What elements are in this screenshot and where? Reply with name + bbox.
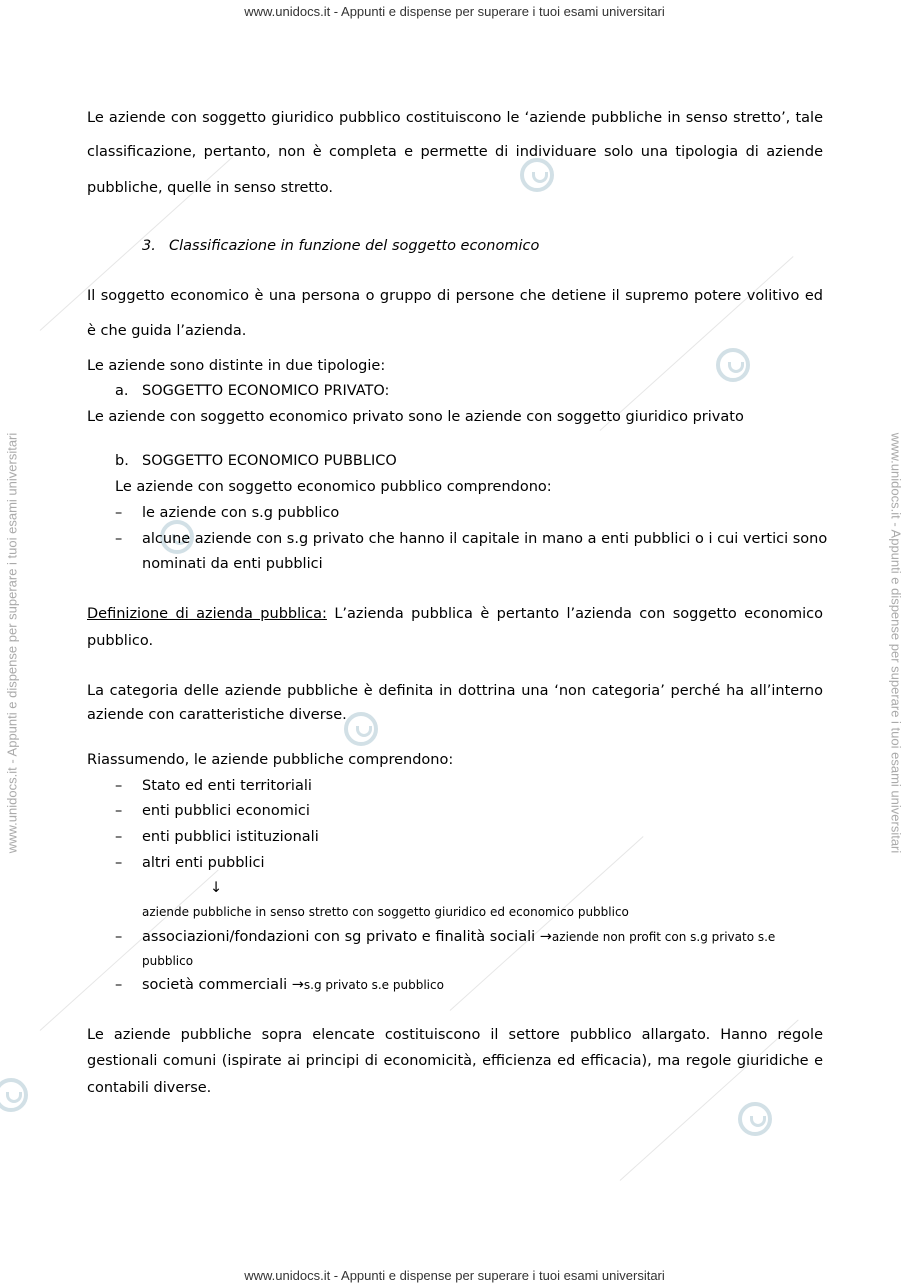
list-marker: a. [115, 383, 129, 399]
list-dash: – [115, 803, 123, 819]
paragraph-line: Riassumendo, le aziende pubbliche comprendono: [87, 752, 454, 768]
unidocs-logo-icon [716, 348, 750, 382]
definition-line [87, 606, 823, 622]
paragraph-line: Le aziende sono distinte in due tipologie: [87, 358, 386, 374]
list-item-continuation: nominati da enti pubblici [142, 556, 323, 572]
list-item-title: SOGGETTO ECONOMICO PUBBLICO [142, 453, 397, 469]
paragraph-line: classificazione, pertanto, non è completa e permette di individuare solo una tipologia di aziende [87, 144, 823, 160]
list-note: aziende pubbliche in senso stretto con soggetto giuridico ed economico pubblico [142, 905, 629, 919]
list-item: alcune aziende con s.g privato che hanno il capitale in mano a enti pubblici o i cui vertici sono [142, 531, 828, 547]
paragraph-line: Le aziende pubbliche sopra elencate costituiscono il settore pubblico allargato. Hanno regole [87, 1027, 823, 1043]
list-item-text: associazioni/fondazioni con sg privato e finalità sociali [142, 929, 536, 945]
paragraph-line: contabili diverse. [87, 1080, 212, 1096]
list-dash: – [115, 531, 123, 547]
watermark-right: www.unidocs.it - Appunti e dispense per superare i tuoi esami universitari [888, 432, 904, 854]
decorative-line [600, 256, 794, 431]
list-item-title: SOGGETTO ECONOMICO PRIVATO: [142, 383, 390, 399]
unidocs-logo-icon [0, 1078, 28, 1112]
right-arrow-icon: → [291, 977, 304, 993]
paragraph-line: pubblico. [87, 633, 154, 649]
list-dash: – [115, 977, 123, 993]
paragraph-line: Le aziende con soggetto economico privato sono le aziende con soggetto giuridico privato [87, 409, 744, 425]
list-dash: – [115, 778, 123, 794]
list-note: aziende non profit con s.g privato s.e [551, 930, 776, 944]
list-item: Stato ed enti territoriali [142, 778, 312, 794]
list-marker: b. [115, 453, 129, 469]
watermark-left: www.unidocs.it - Appunti e dispense per superare i tuoi esami universitari [4, 432, 20, 854]
list-item [142, 975, 444, 995]
list-dash: – [115, 505, 123, 521]
section-number: 3. [142, 238, 156, 254]
list-item: enti pubblici economici [142, 803, 310, 819]
paragraph-line: è che guida l’azienda. [87, 323, 247, 339]
right-arrow-icon: → [539, 929, 552, 945]
decorative-line [450, 836, 644, 1011]
list-note: pubblico [142, 954, 194, 968]
list-dash: – [115, 929, 123, 945]
unidocs-logo-icon [738, 1102, 772, 1136]
unidocs-logo-icon [344, 712, 378, 746]
list-item [142, 927, 775, 947]
down-arrow-icon: ↓ [210, 880, 223, 896]
decorative-line [620, 1020, 799, 1181]
definition-label: Definizione di azienda pubblica: [87, 606, 327, 622]
list-item: enti pubblici istituzionali [142, 829, 319, 845]
paragraph-line: aziende con caratteristiche diverse. [87, 707, 347, 723]
list-item-text: società commerciali [142, 977, 288, 993]
list-item: le aziende con s.g pubblico [142, 505, 340, 521]
unidocs-logo-icon [520, 158, 554, 192]
paragraph-line: Le aziende con soggetto giuridico pubblico costituiscono le ‘aziende pubbliche in senso stretto’, tale [87, 110, 823, 126]
paragraph-line: Le aziende con soggetto economico pubblico comprendono: [115, 479, 552, 495]
section-heading: Classificazione in funzione del soggetto economico [169, 238, 540, 254]
definition-text: L’azienda pubblica è pertanto l’azienda con soggetto economico [326, 606, 823, 622]
paragraph-line: Il soggetto economico è una persona o gruppo di persone che detiene il supremo potere volitivo ed [87, 288, 823, 304]
paragraph-line: La categoria delle aziende pubbliche è definita in dottrina una ‘non categoria’ perché ha all’interno [87, 683, 823, 699]
paragraph-line: pubbliche, quelle in senso stretto. [87, 180, 333, 196]
paragraph-line: gestionali comuni (ispirate ai principi di economicità, efficienza ed efficacia), ma regole giuridiche e [87, 1053, 823, 1069]
list-dash: – [115, 829, 123, 845]
list-item: altri enti pubblici [142, 855, 265, 871]
watermark-top: www.unidocs.it - Appunti e dispense per superare i tuoi esami universitari [244, 4, 665, 19]
watermark-bottom: www.unidocs.it - Appunti e dispense per superare i tuoi esami universitari [244, 1268, 665, 1283]
list-dash: – [115, 855, 123, 871]
list-note: s.g privato s.e pubblico [303, 978, 444, 992]
